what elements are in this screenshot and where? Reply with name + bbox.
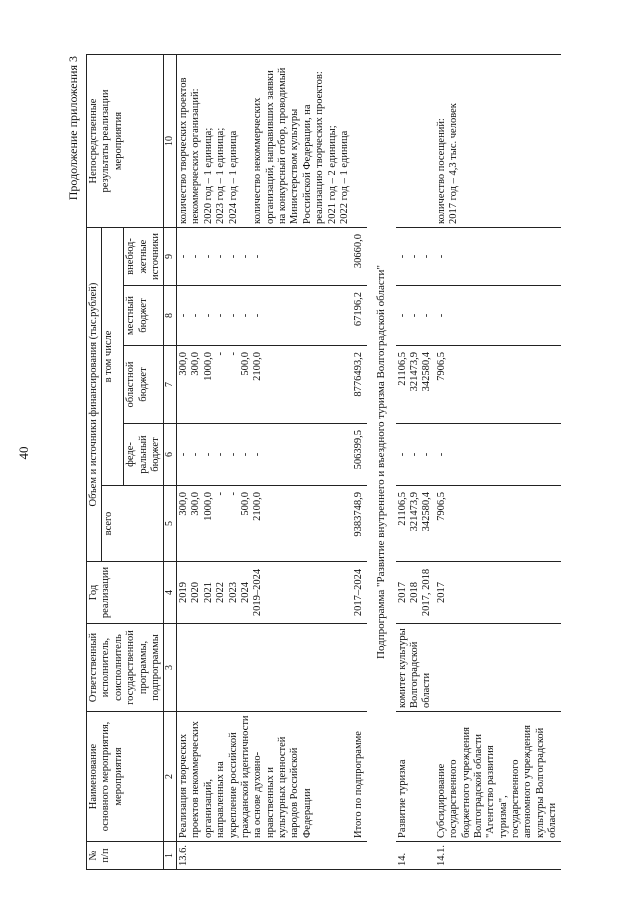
amount-value: 300,0	[178, 352, 190, 376]
amount-value: 7906,5	[435, 486, 561, 562]
amount-value: -	[239, 313, 251, 318]
amount-value: -	[409, 313, 421, 318]
federal-cell	[396, 424, 435, 486]
header-name	[87, 712, 164, 842]
amount-value: -	[409, 452, 421, 457]
table-row	[177, 55, 353, 870]
header-including-text: в том числе	[103, 330, 115, 383]
years-cell	[396, 562, 435, 624]
amount-value: -	[396, 254, 408, 259]
header-executor-text: Ответственный исполнитель, соисполнитель государственной программы, подпрограммы	[88, 630, 161, 705]
year-value: 2022	[215, 582, 227, 603]
year-value: 2018	[409, 582, 421, 603]
subprogram-title: Подпрограмма "Развитие внутреннего и въездного туризма Волгоградской области"	[367, 55, 396, 870]
rotated-table-sheet	[62, 50, 607, 880]
table-row	[396, 55, 435, 870]
amount-value: -	[409, 254, 421, 259]
regional-cell	[177, 346, 353, 424]
year-value: 2020	[190, 582, 202, 603]
amount-value: 506399,5	[352, 424, 366, 486]
col-number: 3	[164, 624, 177, 712]
page-number: 40	[16, 446, 31, 460]
amount-value: 67196,2	[352, 286, 366, 346]
amount-value: -	[435, 286, 561, 346]
header-including	[102, 228, 124, 486]
header-executor	[87, 624, 164, 712]
total-cell	[396, 486, 435, 562]
row-number: 14.1.	[435, 842, 561, 870]
amount-value: -	[227, 254, 239, 259]
results-cell: количество творческих проектов некоммерческих организаций: 2020 год – 1 единица; 2023 год – 1 единица; 2024 год – 1 единица количество некоммерческих организаций, направивших заявки на конкурсный отбор, проводимый Министерством культуры Российской Федерации, на реализацию творческих проектов: 2021 год – 2 единицы; 2022 год – 1 единица	[177, 55, 353, 228]
column-number-row	[164, 55, 177, 870]
amount-value: -	[227, 352, 239, 356]
subprogram-title-row	[367, 55, 396, 870]
header-no-text: № п/п	[88, 848, 112, 863]
executor-cell: комитет культуры Волгоградской области	[396, 624, 435, 712]
amount-value: -	[421, 254, 433, 259]
col-number: 7	[164, 346, 177, 424]
amount-value: -	[396, 452, 408, 457]
federal-cell	[177, 424, 353, 486]
offbudget-cell	[177, 228, 353, 286]
amount-value: -	[202, 452, 214, 457]
amount-value: 321473,9	[409, 492, 421, 532]
year-value: 2017–2024	[352, 562, 366, 624]
activity-name: Субсидирование государственного бюджетного учреждения Волгоградской области "Агентство развития туризма", государственного автономного учреждения культуры Волгоградской области	[435, 712, 561, 842]
amount-value: -	[178, 254, 190, 259]
amount-value: -	[421, 313, 433, 318]
header-name-text: Наименование основного мероприятия, мероприятия	[88, 721, 124, 832]
amount-value: 7906,5	[435, 346, 561, 424]
header-no	[87, 842, 164, 870]
table-row	[435, 55, 561, 870]
amount-value: 9383748,9	[352, 486, 366, 562]
amount-value: -	[252, 452, 264, 457]
years-cell	[177, 562, 353, 624]
amount-value: -	[202, 313, 214, 318]
col-number: 10	[164, 55, 177, 228]
amount-value: 1000,0	[202, 352, 214, 381]
header-local-text: местный бюджет	[125, 295, 149, 336]
activity-name: Реализация творческих проектов некоммерческих организаций, направленных на укрепление российской гражданской идентичности на основе духовно-нравственных и культурных ценностей народов Российской Федерации	[177, 712, 353, 842]
amount-value: -	[396, 313, 408, 318]
amount-value: -	[215, 254, 227, 259]
amount-value: -	[215, 492, 227, 496]
local-cell	[396, 286, 435, 346]
amount-value: 1000,0	[202, 492, 214, 521]
col-number: 2	[164, 712, 177, 842]
header-funding	[87, 228, 102, 562]
amount-value: -	[215, 452, 227, 457]
amount-value: 500,0	[239, 352, 251, 376]
header-year-text: Год реализации	[88, 566, 112, 619]
col-number: 6	[164, 424, 177, 486]
amount-value: 300,0	[190, 492, 202, 516]
amount-value: -	[190, 254, 202, 259]
year-value: 2021	[202, 582, 214, 603]
row-number: 13.6.	[177, 842, 353, 870]
amount-value: -	[239, 254, 251, 259]
year-value: 2024	[239, 582, 251, 603]
executor-cell	[435, 624, 561, 712]
amount-value: -	[190, 313, 202, 318]
header-offbudget-text: внебюд- жетные источники	[125, 233, 161, 280]
amount-value: -	[178, 452, 190, 457]
amount-value: 342580,4	[421, 352, 433, 392]
amount-value: 30660,0	[352, 228, 366, 286]
table-row-total	[352, 55, 366, 870]
amount-value: -	[227, 313, 239, 318]
amount-value: -	[215, 313, 227, 318]
amount-value: 21106,5	[396, 352, 408, 386]
amount-value: 21106,5	[396, 492, 408, 526]
header-federal	[124, 424, 164, 486]
col-number: 8	[164, 286, 177, 346]
amount-value: 342580,4	[421, 492, 433, 532]
results-cell: количество посещений: 2017 год – 4,3 тыс. человек	[435, 55, 561, 228]
total-label: Итого по подпрограмме	[352, 712, 366, 842]
results-cell	[396, 55, 435, 228]
header-funding-text: Объем и источники финансирования (тыс.рублей)	[88, 282, 99, 507]
local-cell	[177, 286, 353, 346]
header-regional	[124, 346, 164, 424]
year-value: 2017	[435, 562, 561, 624]
header-local	[124, 286, 164, 346]
amount-value: -	[252, 313, 264, 318]
header-total	[102, 486, 164, 562]
row-number: 14.	[396, 842, 435, 870]
amount-value: 321473,9	[409, 352, 421, 392]
continuation-note: Продолжение приложения 3	[66, 56, 80, 201]
amount-value: -	[435, 228, 561, 286]
amount-value: 2100,0	[252, 492, 264, 521]
header-federal-text: феде- ральный бюджет	[125, 435, 161, 474]
header-offbudget	[124, 228, 164, 286]
amount-value: 300,0	[190, 352, 202, 376]
amount-value: -	[227, 492, 239, 496]
amount-value: -	[239, 452, 251, 457]
row-number	[352, 842, 366, 870]
activity-name: Развитие туризма	[396, 712, 435, 842]
header-results-text: Непосредственные результаты реализации мероприятия	[88, 89, 124, 193]
col-number: 1	[164, 842, 177, 870]
year-value: 2019–2024	[252, 568, 264, 617]
header-regional-text: областной бюджет	[125, 361, 149, 408]
executor-cell	[352, 624, 366, 712]
header-total-text: всего	[103, 511, 115, 536]
amount-value: -	[421, 452, 433, 457]
amount-value: -	[227, 452, 239, 457]
offbudget-cell	[396, 228, 435, 286]
amount-value: -	[190, 452, 202, 457]
year-value: 2017	[396, 582, 408, 603]
amount-value: -	[178, 313, 190, 318]
amount-value: -	[202, 254, 214, 259]
results-cell	[352, 55, 366, 228]
header-year	[87, 562, 164, 624]
regional-cell	[396, 346, 435, 424]
amount-value: 500,0	[239, 492, 251, 516]
amount-value: -	[215, 352, 227, 356]
amount-value: -	[252, 254, 264, 259]
year-value: 2019	[178, 582, 190, 603]
funding-table	[86, 54, 561, 870]
year-value: 2017, 2018	[421, 568, 433, 617]
year-value: 2023	[227, 582, 239, 603]
header-results	[87, 55, 164, 228]
amount-value: 2100,0	[252, 352, 264, 381]
col-number: 9	[164, 228, 177, 286]
col-number: 4	[164, 562, 177, 624]
amount-value: 300,0	[178, 492, 190, 516]
executor-cell	[177, 624, 353, 712]
col-number: 5	[164, 486, 177, 562]
amount-value: 8776493,2	[352, 346, 366, 424]
total-cell	[177, 486, 353, 562]
amount-value: -	[435, 424, 561, 486]
